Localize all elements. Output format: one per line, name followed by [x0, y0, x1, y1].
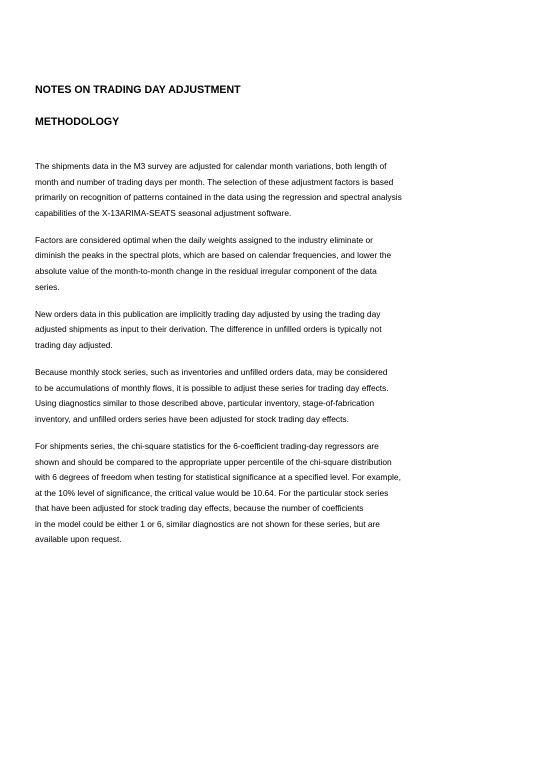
- text-line: For shipments series, the chi-square statistics for the 6-coefficient trading-day regressors are: [35, 440, 379, 451]
- paragraph-new-orders: [35, 307, 535, 354]
- text-line: Factors are considered optimal when the daily weights assigned to the industry eliminate or: [35, 234, 373, 245]
- paragraph-chi-square: [35, 439, 535, 548]
- paragraph-stock-series: [35, 365, 535, 427]
- text-line: that have been adjusted for stock trading day effects, because the number of coefficients: [35, 503, 364, 514]
- text-line: inventory, and unfilled orders series have been adjusted for stock trading day effects.: [35, 413, 349, 424]
- text-line: series.: [35, 281, 60, 292]
- title-line: NOTES ON TRADING DAY ADJUSTMENT: [35, 84, 241, 96]
- text-line: shown and should be compared to the appropriate upper percentile of the chi-square distribution: [35, 456, 392, 467]
- text-line: primarily on recognition of patterns contained in the data using the regression and spectral analysis: [35, 192, 402, 203]
- paragraph-optimal-factors: [35, 233, 535, 295]
- text-line: with 6 degrees of freedom when testing for statistical significance at a specified level. For example,: [35, 472, 401, 483]
- text-line: absolute value of the month-to-month change in the residual irregular component of the data: [35, 266, 377, 277]
- document-page: [35, 66, 535, 560]
- text-line: Because monthly stock series, such as inventories and unfilled orders data, may be considered: [35, 367, 388, 378]
- title-line: METHODOLOGY: [35, 116, 120, 128]
- text-line: Using diagnostics similar to those described above, particular inventory, stage-of-fabrication: [35, 398, 375, 409]
- text-line: month and number of trading days per month. The selection of these adjustment factors is based: [35, 176, 394, 187]
- text-line: New orders data in this publication are implicitly trading day adjusted by using the trading day: [35, 308, 381, 319]
- text-line: capabilities of the X-13ARIMA-SEATS seasonal adjustment software.: [35, 207, 292, 218]
- text-line: diminish the peaks in the spectral plots, which are based on calendar frequencies, and lower the: [35, 250, 392, 261]
- text-line: at the 10% level of significance, the critical value would be 10.64. For the particular stock series: [35, 487, 389, 498]
- text-line: The shipments data in the M3 survey are adjusted for calendar month variations, both length of: [35, 161, 387, 171]
- document-title: [35, 66, 535, 146]
- text-line: trading day adjusted.: [35, 339, 113, 350]
- paragraph-shipments-adjustment: [35, 159, 535, 221]
- text-line: in the model could be either 1 or 6, similar diagnostics are not shown for these series, but are: [35, 518, 380, 529]
- text-line: adjusted shipments as input to their derivation. The difference in unfilled orders is typically not: [35, 324, 382, 335]
- text-line: to be accumulations of monthly flows, it is possible to adjust these series for trading day effects.: [35, 382, 389, 393]
- text-line: available upon request.: [35, 534, 122, 545]
